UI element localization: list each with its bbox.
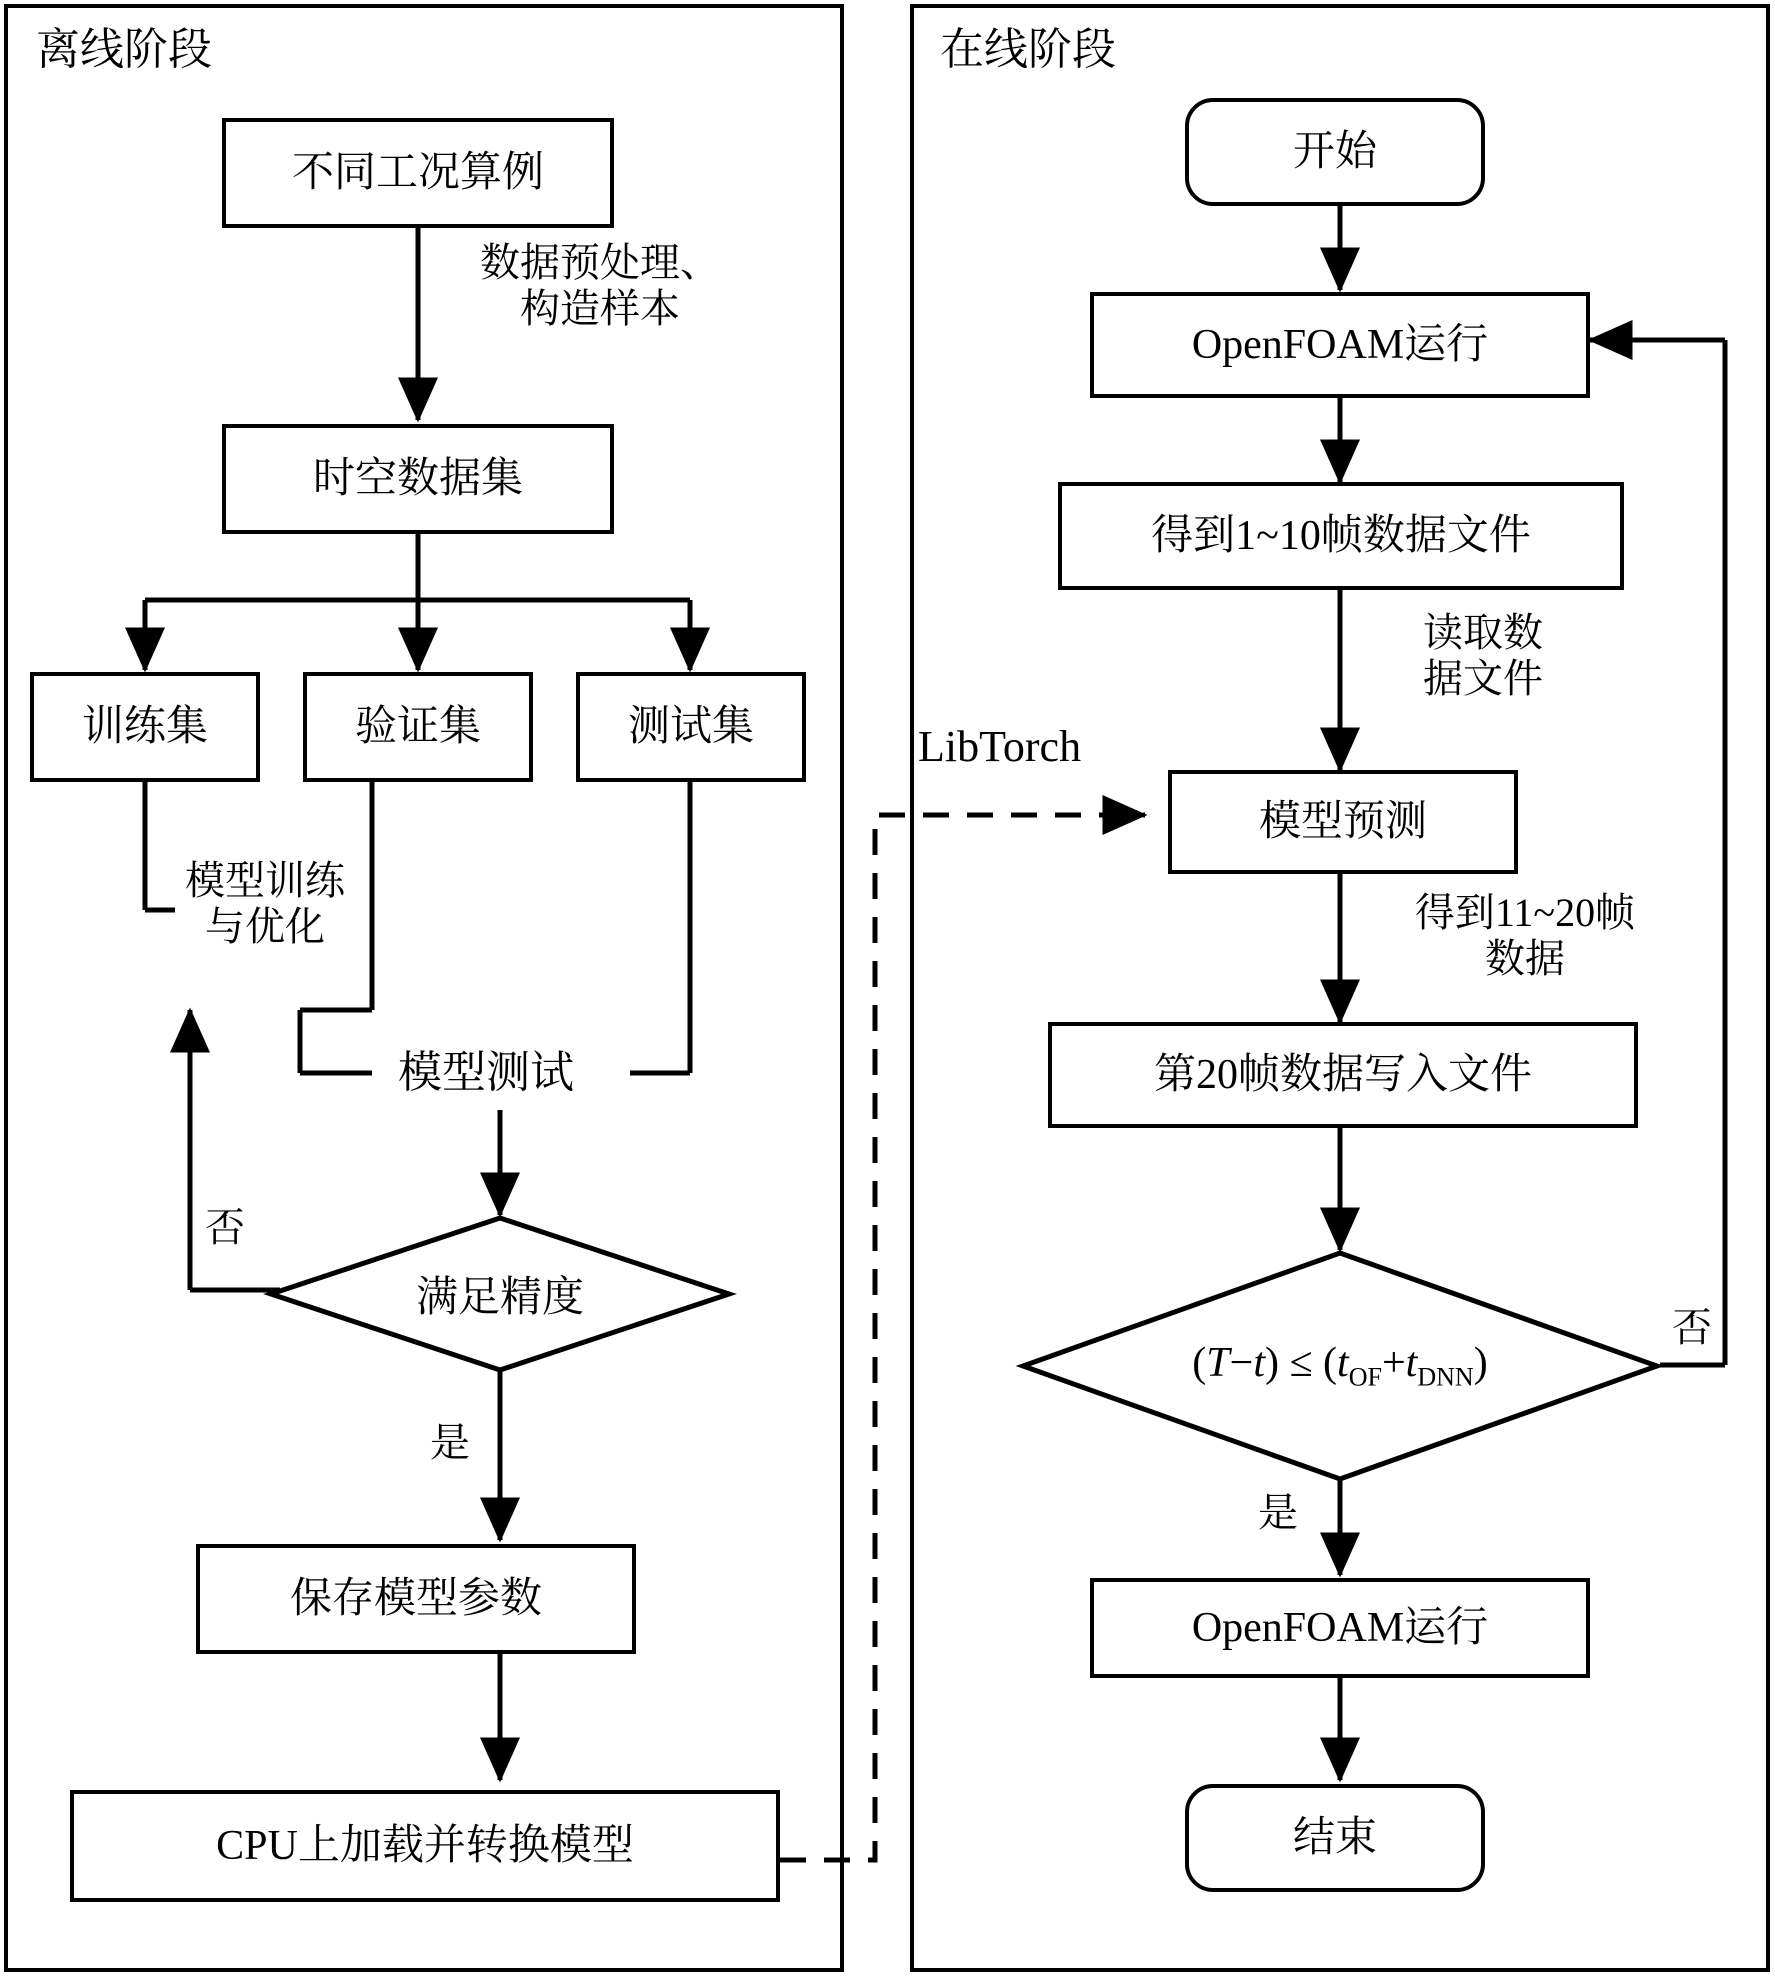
connector-label-libtorch: LibTorch — [918, 722, 1082, 771]
edge-label-train-optimize — [130, 858, 400, 950]
node-save-params: 保存模型参数 — [196, 1544, 636, 1654]
edge-label-no-online: 否 — [1672, 1305, 1712, 1350]
node-start: 开始 — [1185, 98, 1485, 206]
decision-time-budget-label — [1020, 1250, 1660, 1482]
node-model-test: 模型测试 — [398, 1048, 574, 1097]
edge-label-preprocess — [435, 240, 765, 332]
node-write-frame20: 第20帧数据写入文件 — [1048, 1022, 1638, 1128]
edge-label-train-optimize-line1: 模型训练 — [185, 858, 345, 903]
panel-offline-title: 离线阶段 — [36, 25, 212, 74]
decision-time-budget — [1020, 1250, 1660, 1482]
node-dataset: 时空数据集 — [222, 424, 614, 534]
edge-label-frames-11-20-line2: 数据 — [1485, 936, 1565, 981]
edge-label-frames-11-20 — [1355, 890, 1695, 982]
decision-accuracy — [268, 1215, 732, 1373]
node-model-predict: 模型预测 — [1168, 770, 1518, 874]
edge-label-train-optimize-line2: 与优化 — [205, 904, 325, 949]
node-cases: 不同工况算例 — [222, 118, 614, 228]
node-openfoam-run-2: OpenFOAM运行 — [1090, 1578, 1590, 1678]
edge-label-read-files — [1358, 610, 1608, 702]
edge-label-yes-online: 是 — [1258, 1490, 1298, 1535]
node-train-set: 训练集 — [30, 672, 260, 782]
edge-label-preprocess-line1: 数据预处理、 — [480, 240, 720, 285]
edge-label-frames-11-20-line1: 得到11~20帧 — [1414, 890, 1636, 935]
node-end: 结束 — [1185, 1784, 1485, 1892]
node-valid-set: 验证集 — [303, 672, 533, 782]
panel-online-title: 在线阶段 — [940, 25, 1116, 74]
edge-label-read-files-line1: 读取数 — [1423, 610, 1543, 655]
node-openfoam-run: OpenFOAM运行 — [1090, 292, 1590, 398]
node-test-set: 测试集 — [576, 672, 806, 782]
decision-accuracy-label: 满足精度 — [415, 1275, 584, 1321]
node-cpu-convert: CPU上加载并转换模型 — [70, 1790, 780, 1902]
edge-label-no-offline: 否 — [205, 1205, 245, 1250]
edge-label-preprocess-line2: 构造样本 — [520, 286, 680, 331]
edge-label-read-files-line2: 据文件 — [1423, 656, 1543, 701]
node-frames-1-10: 得到1~10帧数据文件 — [1058, 482, 1624, 590]
edge-label-yes-offline: 是 — [430, 1420, 470, 1465]
decision-expr: $(T-t) \le (t_{OF}+t_{DNN})$ — [1192, 1340, 1488, 1392]
